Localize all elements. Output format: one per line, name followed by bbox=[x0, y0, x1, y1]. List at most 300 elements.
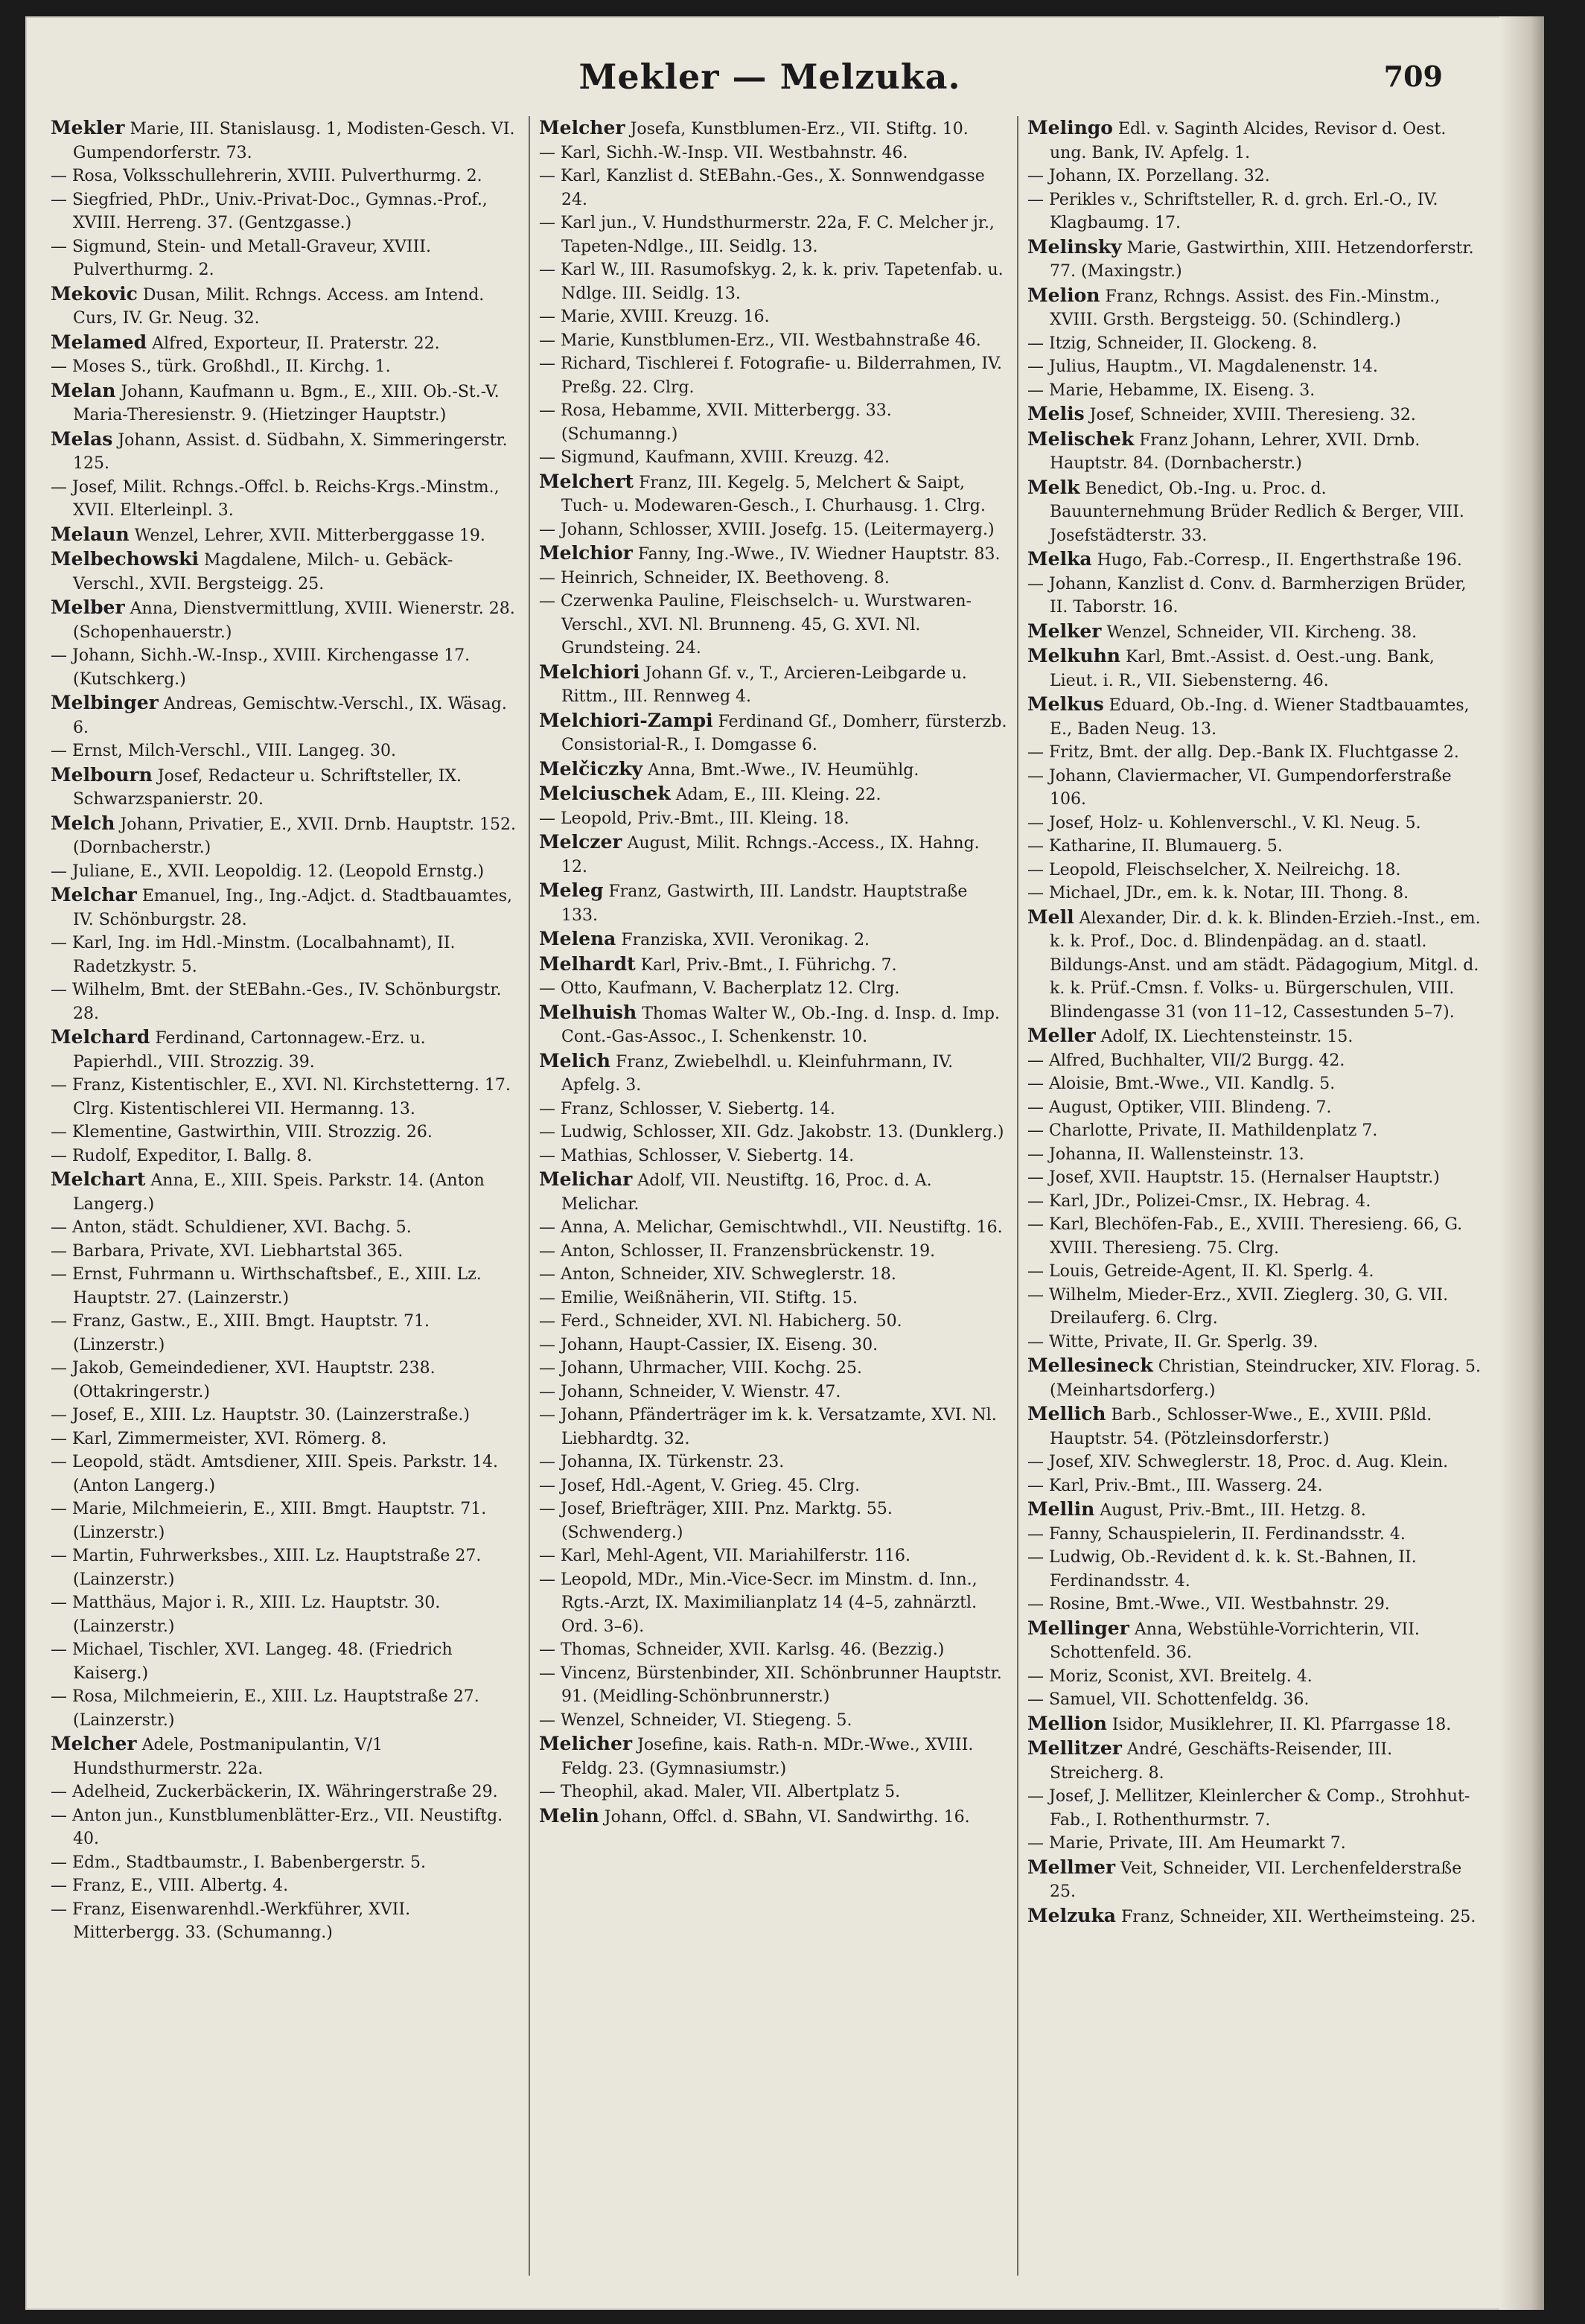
entry-surname: Melcher bbox=[51, 1733, 137, 1754]
entry-details: — Perikles v., Schriftsteller, R. d. grch. Erl.-O., IV. Klagbaumg. 17. bbox=[1027, 190, 1438, 232]
directory-entry bbox=[1027, 332, 1486, 356]
entry-details: — Edm., Stadtbaumstr., I. Babenbergerstr. 5. bbox=[51, 1853, 427, 1872]
entry-details: — Johann, Claviermacher, VI. Gumpendorferstraße 106. bbox=[1027, 766, 1452, 809]
directory-entry bbox=[539, 952, 1008, 978]
entry-details: — Franz, Gastw., E., XIII. Bmgt. Hauptstr. 71. (Linzerstr.) bbox=[51, 1312, 430, 1354]
directory-entry bbox=[51, 1168, 520, 1216]
entry-details: — Johann, Uhrmacher, VIII. Kochg. 25. bbox=[539, 1359, 863, 1378]
directory-entry bbox=[539, 1357, 1008, 1381]
entry-details: — Moriz, Sconist, XVI. Breitelg. 4. bbox=[1027, 1666, 1313, 1686]
directory-entry bbox=[1027, 355, 1486, 379]
directory-entry bbox=[51, 331, 520, 356]
directory-entry bbox=[1027, 1688, 1486, 1712]
entry-details: — Josef, E., XIII. Lz. Hauptstr. 30. (Lainzerstraße.) bbox=[51, 1406, 470, 1424]
directory-entry bbox=[1027, 1143, 1486, 1167]
entry-surname: Melchiori bbox=[539, 660, 640, 683]
directory-entry bbox=[51, 547, 520, 596]
directory-entry bbox=[51, 1121, 520, 1145]
directory-columns bbox=[25, 116, 1514, 2283]
entry-details: — Marie, Private, III. Am Heumarkt 7. bbox=[1027, 1834, 1346, 1853]
directory-entry bbox=[51, 1310, 520, 1357]
directory-entry bbox=[539, 352, 1008, 399]
directory-entry bbox=[1027, 379, 1486, 403]
directory-entry bbox=[1027, 1024, 1486, 1049]
directory-entry bbox=[51, 188, 520, 235]
entry-details: — Emilie, Weißnäherin, VII. Stiftg. 15. bbox=[539, 1288, 858, 1308]
directory-entry bbox=[51, 116, 520, 165]
entry-surname: Melchar bbox=[51, 884, 137, 905]
entry-surname: Melaun bbox=[51, 523, 130, 545]
directory-entry bbox=[539, 807, 1008, 831]
entry-surname: Melicher bbox=[539, 1733, 633, 1754]
entry-details: Johann, Offcl. d. SBahn, VI. Sandwirthg. 16. bbox=[604, 1807, 970, 1827]
entry-surname: Meleg bbox=[539, 879, 604, 901]
directory-entry bbox=[51, 1074, 520, 1121]
directory-entry bbox=[1027, 1213, 1486, 1260]
directory-entry bbox=[51, 476, 520, 523]
entry-details: — Michael, JDr., em. k. k. Notar, III. Thong. 8. bbox=[1027, 884, 1409, 902]
entry-surname: Mellin bbox=[1027, 1498, 1095, 1520]
entry-surname: Melkus bbox=[1027, 693, 1104, 715]
entry-details: Josef, Schneider, XVIII. Theresieng. 32. bbox=[1089, 406, 1416, 424]
entry-details: Isidor, Musiklehrer, II. Kl. Pfarrgasse 18. bbox=[1112, 1715, 1452, 1734]
entry-surname: Melker bbox=[1027, 620, 1102, 642]
directory-entry bbox=[539, 1168, 1008, 1216]
directory-page bbox=[25, 16, 1544, 2310]
directory-entry bbox=[1027, 235, 1486, 284]
entry-details: — Karl, JDr., Polizei-Cmsr., IX. Hebrag. 4. bbox=[1027, 1191, 1371, 1211]
entry-surname: Melas bbox=[51, 427, 113, 450]
entry-details: — Itzig, Schneider, II. Glockeng. 8. bbox=[1027, 334, 1318, 353]
directory-entry bbox=[51, 860, 520, 884]
directory-entry bbox=[539, 518, 1008, 542]
entry-details: — Karl, Blechöfen-Fab., E., XVIII. Theresieng. 66, G. XVIII. Theresieng. 75. Clrg. bbox=[1027, 1215, 1463, 1258]
directory-entry bbox=[51, 1404, 520, 1427]
entry-details: — Anna, A. Melichar, Gemischtwhdl., VII. Neustiftg. 16. bbox=[539, 1218, 1003, 1237]
entry-details: — Ernst, Fuhrmann u. Wirthschaftsbef., E., XIII. Lz. Hauptstr. 27. (Lainzerstr.) bbox=[51, 1265, 482, 1308]
directory-entry bbox=[51, 1216, 520, 1240]
entry-surname: Melan bbox=[51, 379, 116, 401]
entry-surname: Mellion bbox=[1027, 1712, 1107, 1734]
entry-surname: Melch bbox=[51, 812, 115, 834]
entry-surname: Melzuka bbox=[1027, 1904, 1116, 1926]
entry-details: Johann Gf. v., T., Arcieren-Leibgarde u. Rittm., III. Rennweg 4. bbox=[561, 663, 967, 706]
entry-details: — Josef, Hdl.-Agent, V. Grieg. 45. Clrg. bbox=[539, 1476, 861, 1495]
entry-surname: Melciuschek bbox=[539, 783, 671, 804]
directory-entry bbox=[51, 1638, 520, 1685]
entry-details: — Ferd., Schneider, XVI. Nl. Habicherg. 50. bbox=[539, 1312, 902, 1331]
entry-surname: Melinsky bbox=[1027, 235, 1122, 258]
directory-entry bbox=[51, 1591, 520, 1638]
entry-details: — Josef, XIV. Schweglerstr. 18, Proc. d. Aug. Klein. bbox=[1027, 1453, 1449, 1471]
directory-entry bbox=[539, 1780, 1008, 1804]
entry-surname: Melischek bbox=[1027, 427, 1135, 450]
directory-entry bbox=[1027, 427, 1486, 476]
page-header bbox=[25, 43, 1514, 110]
directory-entry bbox=[539, 1404, 1008, 1451]
entry-details: — Ludwig, Schlosser, XII. Gdz. Jakobstr. 13. (Dunklerg.) bbox=[539, 1123, 1004, 1142]
directory-entry bbox=[51, 1263, 520, 1310]
directory-entry bbox=[51, 812, 520, 860]
entry-details: Thomas Walter W., Ob.-Ing. d. Insp. d. Imp. Cont.-Gas-Assoc., I. Schenkenstr. 10. bbox=[561, 1004, 1000, 1046]
entry-details: — Fanny, Schauspielerin, II. Ferdinandsstr. 4. bbox=[1027, 1524, 1406, 1544]
entry-surname: Melbechowski bbox=[51, 548, 199, 570]
directory-entry bbox=[1027, 741, 1486, 765]
entry-details: Josef, Redacteur u. Schriftsteller, IX. Schwarzspanierstr. 20. bbox=[73, 766, 462, 809]
entry-details: — Anton, Schlosser, II. Franzensbrückenstr. 19. bbox=[539, 1241, 936, 1261]
directory-entry bbox=[51, 427, 520, 476]
entry-details: Franz, Zwiebelhdl. u. Kleinfuhrmann, IV. Apfelg. 3. bbox=[561, 1052, 954, 1095]
directory-entry bbox=[539, 1638, 1008, 1662]
entry-surname: Melchert bbox=[539, 470, 634, 492]
entry-details: — Karl, Sichh.-W.-Insp. VII. Westbahnstr. 46. bbox=[539, 143, 908, 162]
directory-entry bbox=[539, 1121, 1008, 1145]
directory-entry bbox=[1027, 1665, 1486, 1689]
directory-entry bbox=[1027, 1856, 1486, 1904]
entry-surname: Mekler bbox=[51, 117, 125, 139]
entry-details: Andreas, Gemischtw.-Verschl., IX. Wäsag. 6. bbox=[73, 695, 507, 737]
directory-entry bbox=[1027, 1617, 1486, 1665]
entry-details: August, Priv.-Bmt., III. Hetzg. 8. bbox=[1100, 1501, 1366, 1520]
entry-details: Adele, Postmanipulantin, V/1 Hundsthurmerstr. 22a. bbox=[73, 1736, 383, 1778]
directory-entry bbox=[1027, 402, 1486, 427]
entry-details: — Rosa, Hebamme, XVII. Mitterbergg. 33. (Schumanng.) bbox=[539, 401, 892, 444]
entry-details: — Theophil, akad. Maler, VII. Albertplatz 5. bbox=[539, 1783, 901, 1801]
entry-details: Johann, Privatier, E., XVII. Drnb. Hauptstr. 152. (Dornbacherstr.) bbox=[73, 815, 516, 857]
directory-entry bbox=[51, 1685, 520, 1732]
directory-entry bbox=[51, 883, 520, 932]
entry-details: Ferdinand, Cartonnagew.-Erz. u. Papierhdl., VIII. Strozzig. 39. bbox=[73, 1029, 426, 1072]
entry-details: Adolf, VII. Neustiftg. 16, Proc. d. A. Melichar. bbox=[561, 1171, 932, 1214]
directory-entry bbox=[1027, 284, 1486, 332]
directory-entry bbox=[539, 709, 1008, 757]
entry-surname: Melber bbox=[51, 596, 125, 618]
entry-surname: Mellinger bbox=[1027, 1617, 1129, 1639]
entry-surname: Melhardt bbox=[539, 952, 636, 975]
entry-details: — Klementine, Gastwirthin, VIII. Strozzig. 26. bbox=[51, 1123, 433, 1142]
entry-details: Anna, E., XIII. Speis. Parkstr. 14. (Anton Langerg.) bbox=[73, 1171, 485, 1214]
entry-details: Alexander, Dir. d. k. k. Blinden-Erzieh.-Inst., em. k. k. Prof., Doc. d. Blindenpädag. an d. staatl. Bildungs-Anst. und am städt. Pädagogium, Mitgl. d. k. k. Prüf.-Cmsn. f. Volks- u. Bürgerschulen, VIII. Blindengasse 31 (von 11–12, Cassestunden 5–7). bbox=[1050, 908, 1481, 1022]
running-head: Mekler — Melzuka. bbox=[578, 57, 961, 97]
entry-surname: Melamed bbox=[51, 331, 147, 353]
entry-details: Karl, Bmt.-Assist. d. Oest.-ung. Bank, Lieut. i. R., VII. Siebensterng. 46. bbox=[1050, 648, 1435, 690]
directory-entry bbox=[51, 1240, 520, 1264]
directory-entry bbox=[539, 1451, 1008, 1474]
directory-entry bbox=[1027, 1096, 1486, 1120]
entry-details: — Karl W., III. Rasumofskyg. 2, k. k. priv. Tapetenfab. u. Ndlge. III. Seidlg. 13. bbox=[539, 261, 1004, 303]
entry-surname: Mellmer bbox=[1027, 1856, 1116, 1878]
directory-entry bbox=[539, 1145, 1008, 1168]
entry-details: — Leopold, städt. Amtsdiener, XIII. Speis. Parkstr. 14. (Anton Langerg.) bbox=[51, 1453, 498, 1495]
directory-entry bbox=[51, 1497, 520, 1544]
entry-surname: Melbinger bbox=[51, 692, 159, 713]
directory-entry bbox=[1027, 1402, 1486, 1451]
directory-entry bbox=[1027, 1284, 1486, 1331]
entry-details: Adam, E., III. Kleing. 22. bbox=[675, 786, 881, 804]
entry-details: — Josef, J. Mellitzer, Kleinlercher & Comp., Strohhut-Fab., I. Rothenthurmstr. 7. bbox=[1027, 1787, 1470, 1830]
entry-details: Johann, Assist. d. Südbahn, X. Simmeringerstr. 125. bbox=[73, 430, 508, 473]
entry-details: Fanny, Ing.-Wwe., IV. Wiedner Hauptstr. 83. bbox=[637, 545, 1001, 564]
entry-details: — Witte, Private, II. Gr. Sperlg. 39. bbox=[1027, 1332, 1318, 1352]
directory-entry bbox=[539, 830, 1008, 879]
entry-details: Barb., Schlosser-Wwe., E., XVIII. Pßld. Hauptstr. 54. (Pötzleinsdorferstr.) bbox=[1050, 1406, 1432, 1448]
directory-entry bbox=[539, 258, 1008, 305]
directory-entry bbox=[51, 739, 520, 763]
directory-entry bbox=[51, 1804, 520, 1851]
entry-details: — Johann, Schneider, V. Wienstr. 47. bbox=[539, 1382, 841, 1401]
directory-entry bbox=[1027, 835, 1486, 859]
directory-entry bbox=[51, 235, 520, 282]
entry-details: Wenzel, Schneider, VII. Kircheng. 38. bbox=[1106, 623, 1417, 642]
entry-surname: Melk bbox=[1027, 476, 1080, 498]
entry-surname: Melingo bbox=[1027, 117, 1113, 139]
entry-details: Franz, Rchngs. Assist. des Fin.-Minstm., XVIII. Grsth. Bergsteigg. 50. (Schindlerg.) bbox=[1050, 287, 1441, 329]
entry-details: — Vincenz, Bürstenbinder, XII. Schönbrunner Hauptstr. 91. (Meidling-Schönbrunnerstr.) bbox=[539, 1664, 1002, 1706]
entry-details: — Wenzel, Schneider, VI. Stiegeng. 5. bbox=[539, 1710, 852, 1730]
directory-entry bbox=[539, 1709, 1008, 1733]
entry-details: — Johann, IX. Porzellang. 32. bbox=[1027, 167, 1270, 185]
directory-entry bbox=[539, 660, 1008, 709]
entry-details: — Louis, Getreide-Agent, II. Kl. Sperlg. 4. bbox=[1027, 1262, 1374, 1281]
directory-entry bbox=[1027, 476, 1486, 548]
entry-details: August, Milit. Rchngs.-Access., IX. Hahng. 12. bbox=[561, 834, 980, 876]
entry-details: — Marie, XVIII. Kreuzg. 16. bbox=[539, 308, 770, 326]
directory-entry bbox=[1027, 905, 1486, 1025]
directory-entry bbox=[1027, 1049, 1486, 1073]
directory-entry bbox=[539, 1804, 1008, 1830]
entry-details: Hugo, Fab.-Corresp., II. Engerthstraße 196. bbox=[1097, 551, 1462, 570]
directory-column-2 bbox=[539, 116, 1008, 2283]
entry-details: — Karl, Priv.-Bmt., III. Wasserg. 24. bbox=[1027, 1476, 1323, 1495]
directory-entry bbox=[1027, 882, 1486, 905]
directory-entry bbox=[1027, 1260, 1486, 1284]
directory-entry bbox=[51, 1544, 520, 1591]
directory-entry bbox=[1027, 1354, 1486, 1402]
entry-details: — Karl, Ing. im Hdl.-Minstm. (Localbahnamt), II. Radetzkystr. 5. bbox=[51, 934, 456, 976]
directory-entry bbox=[539, 541, 1008, 567]
entry-details: — Franz, Eisenwarenhdl.-Werkführer, XVII. Mitterbergg. 33. (Schumanng.) bbox=[51, 1900, 411, 1942]
directory-entry bbox=[539, 757, 1008, 783]
entry-details: Anna, Bmt.-Wwe., IV. Heumühlg. bbox=[648, 760, 919, 780]
entry-details: Marie, III. Stanislausg. 1, Modisten-Gesch. VI. Gumpendorferstr. 73. bbox=[73, 120, 515, 162]
entry-details: Franz, Gastwirth, III. Landstr. Hauptstraße 133. bbox=[561, 882, 968, 925]
directory-entry bbox=[539, 446, 1008, 470]
entry-details: — Mathias, Schlosser, V. Siebertg. 14. bbox=[539, 1146, 855, 1165]
entry-details: — Adelheid, Zuckerbäckerin, IX. Währingerstraße 29. bbox=[51, 1783, 498, 1801]
entry-details: — Anton, städt. Schuldiener, XVI. Bachg. 5. bbox=[51, 1218, 412, 1237]
entry-details: Karl, Priv.-Bmt., I. Führichg. 7. bbox=[640, 955, 897, 975]
entry-details: — Anton, Schneider, XIV. Schweglerstr. 18. bbox=[539, 1265, 896, 1284]
entry-details: — Moses S., türk. Großhdl., II. Kirchg. 1. bbox=[51, 357, 391, 376]
entry-details: Anna, Dienstvermittlung, XVIII. Wienerstr. 28. (Schopenhauerstr.) bbox=[73, 599, 515, 642]
entry-details: Franz, Schneider, XII. Wertheimsteing. 25. bbox=[1120, 1907, 1476, 1926]
entry-details: — Aloisie, Bmt.-Wwe., VII. Kandlg. 5. bbox=[1027, 1075, 1336, 1093]
entry-details: — Charlotte, Private, II. Mathildenplatz 7. bbox=[1027, 1121, 1378, 1140]
entry-details: — Wilhelm, Mieder-Erz., XVII. Zieglerg. 30, G. VII. Dreilauferg. 6. Clrg. bbox=[1027, 1285, 1449, 1328]
entry-surname: Mekovic bbox=[51, 282, 138, 305]
directory-entry bbox=[1027, 165, 1486, 188]
directory-entry bbox=[51, 1427, 520, 1451]
directory-entry bbox=[1027, 1072, 1486, 1096]
directory-entry bbox=[539, 470, 1008, 518]
entry-details: Adolf, IX. Liechtensteinstr. 15. bbox=[1100, 1028, 1353, 1046]
directory-entry bbox=[539, 1662, 1008, 1709]
directory-entry bbox=[539, 141, 1008, 165]
entry-details: — Samuel, VII. Schottenfeldg. 36. bbox=[1027, 1690, 1310, 1709]
directory-entry bbox=[1027, 1331, 1486, 1354]
directory-entry bbox=[539, 1240, 1008, 1264]
entry-details: — Karl, Mehl-Agent, VII. Mariahilferstr. 116. bbox=[539, 1547, 911, 1565]
entry-surname: Melbourn bbox=[51, 763, 153, 786]
entry-surname: Melchard bbox=[51, 1026, 150, 1048]
directory-entry bbox=[1027, 188, 1486, 235]
entry-details: — Matthäus, Major i. R., XIII. Lz. Hauptstr. 30. (Lainzerstr.) bbox=[51, 1594, 441, 1636]
directory-entry bbox=[1027, 1119, 1486, 1143]
directory-entry bbox=[539, 879, 1008, 927]
entry-surname: Mellitzer bbox=[1027, 1737, 1122, 1759]
directory-entry bbox=[1027, 1546, 1486, 1593]
entry-surname: Mell bbox=[1027, 905, 1074, 928]
directory-entry bbox=[1027, 573, 1486, 620]
directory-entry bbox=[51, 1357, 520, 1404]
entry-details: — Heinrich, Schneider, IX. Beethoveng. 8. bbox=[539, 568, 890, 588]
entry-details: — Franz, Schlosser, V. Siebertg. 14. bbox=[539, 1099, 835, 1118]
entry-details: — Julius, Hauptm., VI. Magdalenenstr. 14. bbox=[1027, 357, 1378, 376]
entry-surname: Melcher bbox=[539, 117, 625, 139]
entry-details: — Fritz, Bmt. der allg. Dep.-Bank IX. Fluchtgasse 2. bbox=[1027, 743, 1459, 762]
entry-details: Eduard, Ob.-Ing. d. Wiener Stadtbauamtes, E., Baden Neug. 13. bbox=[1050, 696, 1470, 739]
entry-details: — Barbara, Private, XVI. Liebhartstal 365. bbox=[51, 1241, 404, 1261]
entry-details: — Johann, Kanzlist d. Conv. d. Barmherzigen Brüder, II. Taborstr. 16. bbox=[1027, 574, 1467, 617]
entry-details: Emanuel, Ing., Ing.-Adjct. d. Stadtbauamtes, IV. Schönburgstr. 28. bbox=[73, 887, 513, 929]
entry-details: — Leopold, Fleischselcher, X. Neilreichg. 18. bbox=[1027, 860, 1401, 879]
directory-entry bbox=[539, 1497, 1008, 1544]
directory-entry bbox=[51, 1898, 520, 1945]
entry-details: Josefa, Kunstblumen-Erz., VII. Stiftg. 10. bbox=[630, 120, 969, 139]
directory-entry bbox=[539, 1287, 1008, 1311]
entry-details: Edl. v. Saginth Alcides, Revisor d. Oest. ung. Bank, IV. Apfelg. 1. bbox=[1050, 120, 1447, 162]
directory-entry bbox=[539, 116, 1008, 141]
directory-entry bbox=[51, 644, 520, 691]
directory-entry bbox=[1027, 1474, 1486, 1498]
directory-entry bbox=[51, 282, 520, 331]
directory-entry bbox=[1027, 1712, 1486, 1737]
entry-surname: Melčiczky bbox=[539, 757, 643, 780]
directory-entry bbox=[1027, 1166, 1486, 1190]
entry-details: — Josef, XVII. Hauptstr. 15. (Hernalser Hauptstr.) bbox=[1027, 1168, 1440, 1187]
directory-entry bbox=[539, 399, 1008, 446]
entry-surname: Melich bbox=[539, 1049, 610, 1072]
directory-entry bbox=[1027, 1904, 1486, 1929]
entry-surname: Melion bbox=[1027, 284, 1100, 306]
entry-details: — Franz, Kistentischler, E., XVI. Nl. Kirchstetterng. 17. Clrg. Kistentischlerei VII. Hermanng. 13. bbox=[51, 1076, 511, 1118]
directory-column-3 bbox=[1027, 116, 1486, 2283]
entry-details: — Juliane, E., XVII. Leopoldig. 12. (Leopold Ernstg.) bbox=[51, 862, 485, 881]
directory-entry bbox=[539, 1310, 1008, 1334]
entry-surname: Mellesineck bbox=[1027, 1354, 1153, 1376]
entry-details: — Marie, Kunstblumen-Erz., VII. Westbahnstraße 46. bbox=[539, 331, 981, 350]
directory-entry bbox=[1027, 116, 1486, 165]
directory-entry bbox=[539, 1544, 1008, 1568]
directory-entry bbox=[1027, 859, 1486, 882]
directory-entry bbox=[539, 1568, 1008, 1639]
entry-details: — Franz, E., VIII. Albertg. 4. bbox=[51, 1876, 289, 1895]
entry-details: Christian, Steindrucker, XIV. Florag. 5. (Meinhartsdorferg.) bbox=[1050, 1357, 1481, 1400]
entry-details: — Ernst, Milch-Verschl., VIII. Langeg. 30. bbox=[51, 742, 396, 760]
directory-entry bbox=[51, 1732, 520, 1780]
directory-entry bbox=[539, 567, 1008, 590]
entry-details: — Katharine, II. Blumauerg. 5. bbox=[1027, 837, 1283, 856]
directory-entry bbox=[539, 211, 1008, 258]
directory-entry bbox=[539, 590, 1008, 660]
entry-details: — Michael, Tischler, XVI. Langeg. 48. (Friedrich Kaiserg.) bbox=[51, 1640, 453, 1683]
directory-entry bbox=[1027, 620, 1486, 645]
entry-details: — Jakob, Gemeindediener, XVI. Hauptstr. 238. (Ottakringerstr.) bbox=[51, 1359, 436, 1401]
directory-entry bbox=[51, 932, 520, 978]
directory-entry bbox=[1027, 1736, 1486, 1785]
entry-details: — Rosine, Bmt.-Wwe., VII. Westbahnstr. 29. bbox=[1027, 1595, 1390, 1614]
entry-details: — Rosa, Volksschullehrerin, XVIII. Pulverthurmg. 2. bbox=[51, 167, 482, 185]
directory-entry bbox=[539, 1216, 1008, 1240]
directory-entry bbox=[539, 977, 1008, 1001]
directory-entry bbox=[51, 763, 520, 812]
entry-details: — Sigmund, Kaufmann, XVIII. Kreuzg. 42. bbox=[539, 448, 890, 467]
entry-surname: Mellich bbox=[1027, 1403, 1106, 1424]
directory-entry bbox=[51, 1025, 520, 1074]
entry-details: — Anton jun., Kunstblumenblätter-Erz., VII. Neustiftg. 40. bbox=[51, 1806, 503, 1848]
directory-entry bbox=[1027, 1451, 1486, 1474]
entry-details: Marie, Gastwirthin, XIII. Hetzendorferstr. 77. (Maxingstr.) bbox=[1050, 238, 1474, 281]
entry-details: Dusan, Milit. Rchngs. Access. am Intend. Curs, IV. Gr. Neug. 32. bbox=[73, 285, 485, 328]
entry-details: Anna, Webstühle-Vorrichterin, VII. Schottenfeld. 36. bbox=[1050, 1620, 1420, 1662]
entry-details: Wenzel, Lehrer, XVII. Mitterberggasse 19. bbox=[134, 526, 485, 545]
directory-entry bbox=[51, 523, 520, 548]
directory-entry bbox=[1027, 1190, 1486, 1214]
entry-details: — Karl, Zimmermeister, XVI. Römerg. 8. bbox=[51, 1429, 387, 1448]
entry-surname: Meller bbox=[1027, 1025, 1096, 1046]
directory-entry bbox=[1027, 1523, 1486, 1547]
entry-details: Benedict, Ob.-Ing. u. Proc. d. Bauunternehmung Brüder Redlich & Berger, VIII. Josefstädterstr. 33. bbox=[1050, 479, 1464, 545]
directory-entry bbox=[539, 1049, 1008, 1098]
entry-details: — Marie, Milchmeierin, E., XIII. Bmgt. Hauptstr. 71. (Linzerstr.) bbox=[51, 1500, 487, 1542]
directory-entry bbox=[539, 1474, 1008, 1498]
directory-entry bbox=[1027, 693, 1486, 741]
directory-entry bbox=[539, 1334, 1008, 1357]
entry-surname: Melczer bbox=[539, 831, 622, 853]
entry-details: Franziska, XVII. Veronikag. 2. bbox=[621, 931, 870, 949]
directory-entry bbox=[539, 165, 1008, 211]
entry-details: — Czerwenka Pauline, Fleischselch- u. Wurstwaren-Verschl., XVI. Nl. Brunneng. 45, G. XVI. Nl. Grundsteing. 24. bbox=[539, 592, 972, 658]
directory-entry bbox=[51, 379, 520, 427]
entry-surname: Melin bbox=[539, 1804, 599, 1827]
entry-details: — Marie, Hebamme, IX. Eiseng. 3. bbox=[1027, 381, 1315, 400]
directory-entry bbox=[539, 1381, 1008, 1404]
directory-entry bbox=[51, 1780, 520, 1804]
entry-details: — Otto, Kaufmann, V. Bacherplatz 12. Clrg. bbox=[539, 979, 900, 998]
page-number: 709 bbox=[1383, 60, 1443, 93]
directory-entry bbox=[539, 1732, 1008, 1780]
directory-entry bbox=[51, 355, 520, 379]
entry-details: — Josef, Briefträger, XIII. Pnz. Marktg. 55. (Schwenderg.) bbox=[539, 1500, 893, 1542]
entry-details: — Karl, Kanzlist d. StEBahn.-Ges., X. Sonnwendgasse 24. bbox=[539, 167, 985, 209]
entry-details: Magdalene, Milch- u. Gebäck-Verschl., XVII. Bergsteigg. 25. bbox=[73, 551, 453, 593]
entry-details: Franz, III. Kegelg. 5, Melchert & Saipt, Tuch- u. Modewaren-Gesch., I. Churhausg. 1. Clrg. bbox=[561, 473, 986, 515]
entry-details: — August, Optiker, VIII. Blindeng. 7. bbox=[1027, 1098, 1332, 1117]
entry-details: — Josef, Milit. Rchngs.-Offcl. b. Reichs-Krgs.-Minstm., XVII. Elterleinpl. 3. bbox=[51, 477, 500, 520]
entry-details: Franz Johann, Lehrer, XVII. Drnb. Hauptstr. 84. (Dornbacherstr.) bbox=[1050, 430, 1420, 473]
entry-details: — Thomas, Schneider, XVII. Karlsg. 46. (Bezzig.) bbox=[539, 1640, 945, 1659]
entry-details: — Johanna, II. Wallensteinstr. 13. bbox=[1027, 1145, 1304, 1164]
